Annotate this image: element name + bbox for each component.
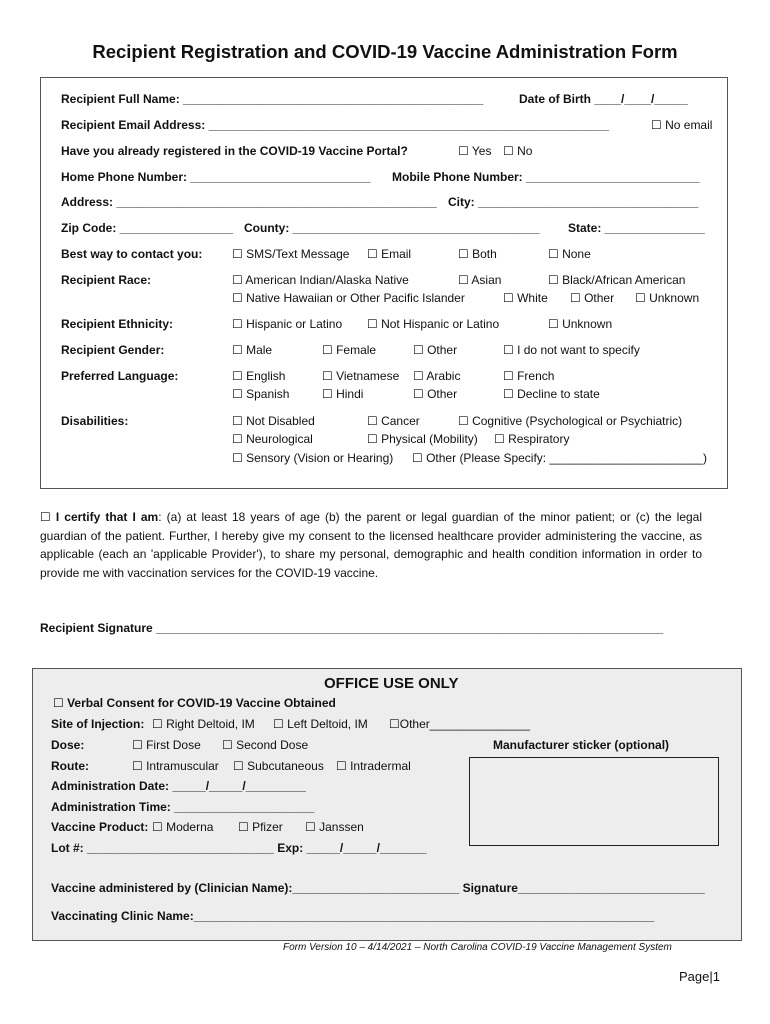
race-white-checkbox[interactable]: ☐ White bbox=[503, 291, 548, 305]
race-asian-checkbox[interactable]: ☐ Asian bbox=[458, 273, 502, 287]
route-intradermal-checkbox[interactable]: ☐ Intradermal bbox=[336, 759, 411, 773]
office-use-title: OFFICE USE ONLY bbox=[324, 675, 459, 692]
contact-label: Best way to contact you: bbox=[61, 247, 203, 261]
full-name-field[interactable]: Recipient Full Name: _____________________________________________ bbox=[61, 92, 484, 106]
city-field[interactable]: City: _________________________________ bbox=[448, 195, 699, 209]
gender-other-checkbox[interactable]: ☐ Other bbox=[413, 343, 458, 357]
certify-text: : (a) at least 18 years of age (b) the parent or legal guardian of the minor patient; or (c) the legal guardian of the patient. Further, I hereby give my consent to the licensed healthcare provider administering the vaccine, as applicable (each an 'applicable Provider'), to share my personal, demographic and health condition information in order to provide me with vaccination services for the COVID-19 vaccine. bbox=[40, 510, 703, 580]
ethnicity-label: Recipient Ethnicity: bbox=[61, 317, 174, 331]
dis-sensory-checkbox[interactable]: ☐ Sensory (Vision or Hearing) bbox=[232, 451, 394, 465]
no-email-checkbox[interactable]: ☐ No email bbox=[651, 118, 713, 132]
lang-spanish-checkbox[interactable]: ☐ Spanish bbox=[232, 387, 290, 401]
ethnicity-not-hispanic-checkbox[interactable]: ☐ Not Hispanic or Latino bbox=[367, 317, 500, 331]
state-field[interactable]: State: _______________ bbox=[568, 221, 705, 235]
lang-arabic-checkbox[interactable]: ☐ Arabic bbox=[413, 369, 461, 383]
manufacturer-sticker-box bbox=[469, 757, 719, 846]
contact-sms-checkbox[interactable]: ☐ SMS/Text Message bbox=[232, 247, 350, 261]
site-other-checkbox[interactable]: ☐Other_______________ bbox=[389, 717, 530, 731]
route-intramuscular-checkbox[interactable]: ☐ Intramuscular bbox=[132, 759, 219, 773]
dose-first-checkbox[interactable]: ☐ First Dose bbox=[132, 738, 201, 752]
form-title: Recipient Registration and COVID-19 Vaccine Administration Form bbox=[92, 41, 678, 62]
address-field[interactable]: Address: ________________________________________________ bbox=[61, 195, 437, 209]
certify-checkbox[interactable]: ☐ I certify that I am bbox=[40, 510, 159, 524]
lang-english-checkbox[interactable]: ☐ English bbox=[232, 369, 286, 383]
race-other-checkbox[interactable]: ☐ Other bbox=[570, 291, 615, 305]
race-black-checkbox[interactable]: ☐ Black/African American bbox=[548, 273, 686, 287]
lang-vietnamese-checkbox[interactable]: ☐ Vietnamese bbox=[322, 369, 400, 383]
race-label: Recipient Race: bbox=[61, 273, 152, 287]
site-right-deltoid-checkbox[interactable]: ☐ Right Deltoid, IM bbox=[152, 717, 255, 731]
page-number: Page|1 bbox=[679, 969, 720, 984]
product-label: Vaccine Product: bbox=[51, 820, 149, 834]
email-field[interactable]: Recipient Email Address: ____________________________________________________________ bbox=[61, 118, 610, 132]
dis-other-checkbox[interactable]: ☐ Other (Please Specify: _______________________) bbox=[412, 451, 707, 465]
site-left-deltoid-checkbox[interactable]: ☐ Left Deltoid, IM bbox=[273, 717, 368, 731]
language-label: Preferred Language: bbox=[61, 369, 179, 383]
verbal-consent-checkbox[interactable]: ☐ Verbal Consent for COVID-19 Vaccine Obtained bbox=[53, 696, 336, 710]
dis-cancer-checkbox[interactable]: ☐ Cancer bbox=[367, 414, 420, 428]
disabilities-label: Disabilities: bbox=[61, 414, 129, 428]
gender-male-checkbox[interactable]: ☐ Male bbox=[232, 343, 273, 357]
dis-physical-checkbox[interactable]: ☐ Physical (Mobility) bbox=[367, 432, 478, 446]
portal-yes-checkbox[interactable]: ☐ Yes bbox=[458, 144, 492, 158]
lang-hindi-checkbox[interactable]: ☐ Hindi bbox=[322, 387, 364, 401]
clinician-field[interactable]: Vaccine administered by (Clinician Name):_________________________ Signature____________________________ bbox=[51, 881, 705, 895]
product-moderna-checkbox[interactable]: ☐ Moderna bbox=[152, 820, 214, 834]
sticker-label: Manufacturer sticker (optional) bbox=[493, 738, 670, 752]
dose-second-checkbox[interactable]: ☐ Second Dose bbox=[222, 738, 309, 752]
portal-no-checkbox[interactable]: ☐ No bbox=[503, 144, 533, 158]
lot-exp-field[interactable]: Lot #: ____________________________ Exp: _____/_____/_______ bbox=[51, 841, 427, 855]
dose-label: Dose: bbox=[51, 738, 85, 752]
dis-neurological-checkbox[interactable]: ☐ Neurological bbox=[232, 432, 313, 446]
contact-none-checkbox[interactable]: ☐ None bbox=[548, 247, 591, 261]
county-field[interactable]: County: _____________________________________ bbox=[244, 221, 540, 235]
race-unknown-checkbox[interactable]: ☐ Unknown bbox=[635, 291, 700, 305]
gender-label: Recipient Gender: bbox=[61, 343, 165, 357]
dob-field[interactable]: Date of Birth ____/____/_____ bbox=[519, 92, 688, 106]
product-pfizer-checkbox[interactable]: ☐ Pfizer bbox=[238, 820, 283, 834]
clinic-name-field[interactable]: Vaccinating Clinic Name:_____________________________________________________________________ bbox=[51, 909, 655, 923]
site-label: Site of Injection: bbox=[51, 717, 145, 731]
home-phone-field[interactable]: Home Phone Number: ___________________________ bbox=[61, 170, 371, 184]
gender-no-specify-checkbox[interactable]: ☐ I do not want to specify bbox=[503, 343, 640, 357]
certification-paragraph bbox=[40, 508, 702, 582]
route-subcutaneous-checkbox[interactable]: ☐ Subcutaneous bbox=[233, 759, 324, 773]
admin-date-field[interactable]: Administration Date: _____/_____/_________ bbox=[51, 779, 306, 793]
lang-french-checkbox[interactable]: ☐ French bbox=[503, 369, 555, 383]
product-janssen-checkbox[interactable]: ☐ Janssen bbox=[305, 820, 364, 834]
lang-other-checkbox[interactable]: ☐ Other bbox=[413, 387, 458, 401]
recipient-signature-field[interactable]: Recipient Signature ____________________________________________________________________________ bbox=[40, 621, 664, 635]
route-label: Route: bbox=[51, 759, 89, 773]
admin-time-field[interactable]: Administration Time: _____________________ bbox=[51, 800, 315, 814]
gender-female-checkbox[interactable]: ☐ Female bbox=[322, 343, 377, 357]
race-hawaiian-checkbox[interactable]: ☐ Native Hawaiian or Other Pacific Islander bbox=[232, 291, 465, 305]
zip-field[interactable]: Zip Code: _________________ bbox=[61, 221, 234, 235]
ethnicity-unknown-checkbox[interactable]: ☐ Unknown bbox=[548, 317, 613, 331]
ethnicity-hispanic-checkbox[interactable]: ☐ Hispanic or Latino bbox=[232, 317, 343, 331]
lang-decline-checkbox[interactable]: ☐ Decline to state bbox=[503, 387, 600, 401]
mobile-phone-field[interactable]: Mobile Phone Number: __________________________ bbox=[392, 170, 700, 184]
race-american-indian-checkbox[interactable]: ☐ American Indian/Alaska Native bbox=[232, 273, 409, 287]
dis-not-disabled-checkbox[interactable]: ☐ Not Disabled bbox=[232, 414, 315, 428]
dis-cognitive-checkbox[interactable]: ☐ Cognitive (Psychological or Psychiatric) bbox=[458, 414, 683, 428]
form-version-footer: Form Version 10 – 4/14/2021 – North Carolina COVID-19 Vaccine Management System bbox=[283, 942, 672, 953]
dis-respiratory-checkbox[interactable]: ☐ Respiratory bbox=[494, 432, 570, 446]
contact-both-checkbox[interactable]: ☐ Both bbox=[458, 247, 497, 261]
contact-email-checkbox[interactable]: ☐ Email bbox=[367, 247, 412, 261]
portal-question: Have you already registered in the COVID-19 Vaccine Portal? bbox=[61, 144, 408, 158]
